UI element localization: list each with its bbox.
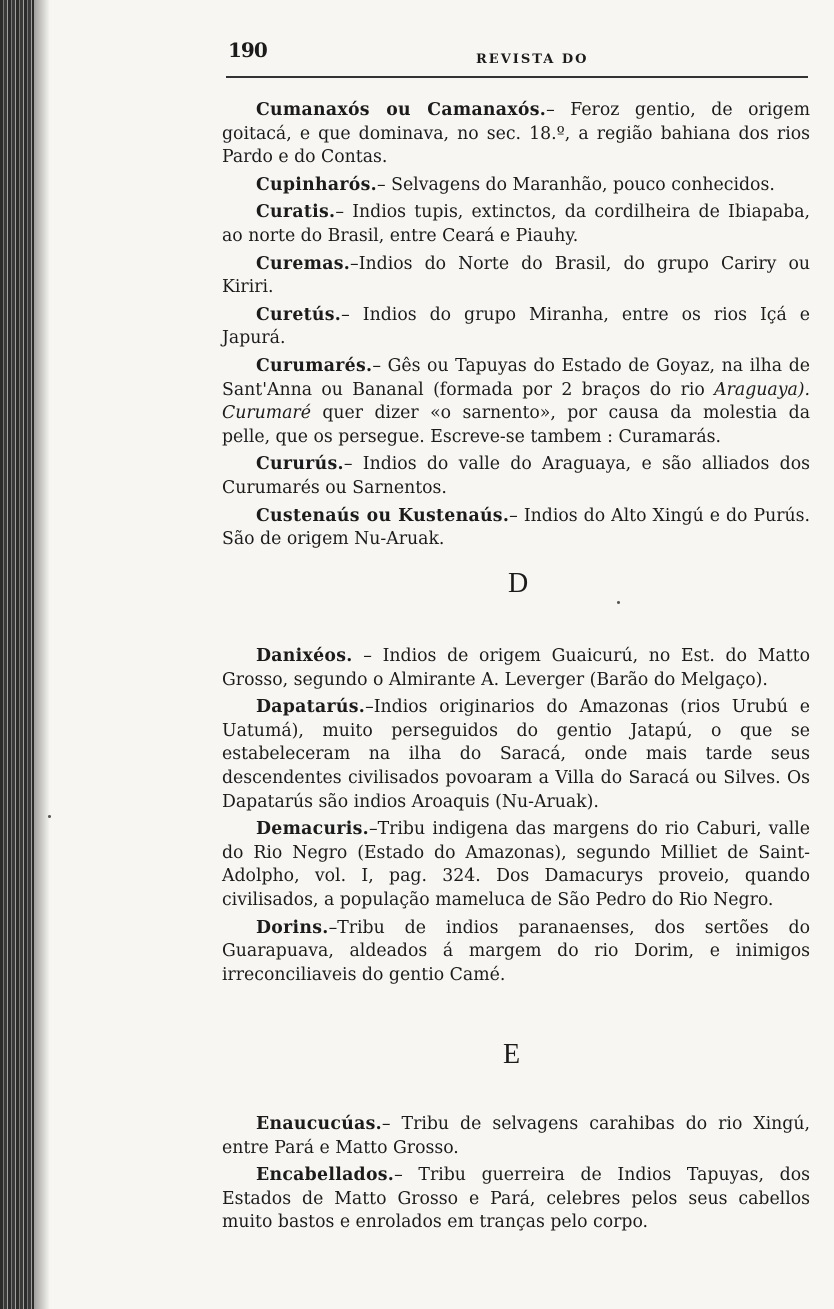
entry <box>222 505 810 552</box>
entry-text: – Indios do Alto Xingú e do Purús. São de origem Nu-Aruak. <box>222 505 810 550</box>
entry <box>222 645 810 692</box>
entry-text: – Feroz gentio, de origem goitacá, e que dominava, no sec. 18.º, a região bahiana dos rios Pardo e do Contas. <box>222 100 810 168</box>
entry-term: Demacuris. <box>256 819 369 840</box>
entry <box>222 355 810 449</box>
print-speck <box>48 815 51 818</box>
running-head: REVISTA DO <box>476 52 589 67</box>
entry-text: – Selvagens do Maranhão, pouco conhecidos. <box>376 174 775 195</box>
entry-text: –Indios do Norte do Brasil, do grupo Cariry ou Kiriri. <box>222 253 810 298</box>
entry-text: –Tribu de indios paranaenses, dos sertões do Guarapuava, aldeados á margem do rio Dorim, e inimigos irreconciliaveis do gentio Camé. <box>222 917 810 985</box>
entry <box>222 453 810 500</box>
entry-term: Curemas. <box>256 253 351 274</box>
print-speck <box>617 601 620 604</box>
entries-section-d <box>222 645 810 991</box>
entry-term: Cururús. <box>256 454 344 475</box>
entry-term: Encabellados. <box>256 1165 395 1186</box>
entry-term: Curatis. <box>256 202 336 223</box>
page-number: 190 <box>228 38 267 62</box>
entry <box>222 818 810 912</box>
entry-term: Dorins. <box>256 917 329 938</box>
section-heading-e: E <box>503 1039 521 1070</box>
entry <box>222 1164 810 1235</box>
entry-text: – Tribu guerreira de Indios Tapuyas, dos Estados de Matto Grosso e Pará, celebres pelos seus cabellos muito bastos e enrolados em tranças pelo corpo. <box>222 1165 810 1233</box>
entry-text: – Indios do grupo Miranha, entre os rios Içá e Japurá. <box>222 304 810 349</box>
entry <box>222 917 810 988</box>
entry <box>222 304 810 351</box>
entry-text: –Tribu indigena das margens do rio Caburi, valle do Rio Negro (Estado do Amazonas), segundo Milliet de Saint-Adolpho, vol. I, pag. 324. Dos Damacurys proveio, quando civilisados, a população mameluca de São Pedro do Rio Negro. <box>222 819 810 910</box>
entry <box>222 253 810 300</box>
entry-text-italic: Araguaya). Curumaré <box>222 379 810 424</box>
entry-text: –Indios originarios do Amazonas (rios Urubú e Uatumá), muito perseguidos do gentio Jatapú, o que se estabeleceram na ilha do Saracá, onde mais tarde seus descendentes civilisados povoaram a Villa do Saracá ou Silves. Os Dapatarús são indios Aroaquis (Nu-Aruak). <box>222 697 810 812</box>
entries-section-e <box>222 1113 810 1239</box>
entry-term: Curumarés. <box>256 355 373 376</box>
entry-text: – Indios de origem Guaicurú, no Est. do Matto Grosso, segundo o Almirante A. Leverger (Barão do Melgaço). <box>222 646 810 690</box>
binding-shadow <box>34 0 50 1309</box>
header-rule <box>226 76 808 78</box>
entry-term: Custenaús ou Kustenaús. <box>256 505 510 526</box>
book-binding-edge <box>0 0 34 1309</box>
entry-text: – Indios do valle do Araguaya, e são alliados dos Curumarés ou Sarnentos. <box>222 454 810 498</box>
entry <box>222 696 810 814</box>
entry-term: Cumanaxós ou Camanaxós. <box>256 100 547 120</box>
entry <box>222 174 810 198</box>
entry <box>222 201 810 248</box>
entry-term: Cupinharós. <box>256 174 377 195</box>
entry-term: Dapatarús. <box>256 697 366 718</box>
entry-term: Danixéos. <box>256 646 353 666</box>
entry-text: – Gês ou Tapuyas do Estado de Goyaz, na ilha de Sant'Anna ou Bananal (formada por 2 braços do rio <box>222 355 810 400</box>
entries-section-c <box>222 99 810 556</box>
entry-text: – Tribu de selvagens carahibas do rio Xingú, entre Pará e Matto Grosso. <box>222 1114 810 1158</box>
entry-text: quer dizer «o sarnento», por causa da molestia da pelle, que os persegue. Escreve-se tambem : Curamarás. <box>222 403 810 447</box>
entry-term: Enaucucúas. <box>256 1114 382 1134</box>
entry-text: – Indios tupis, extinctos, da cordilheira de Ibiapaba, ao norte do Brasil, entre Ceará e Piauhy. <box>222 202 810 246</box>
entry <box>222 99 810 170</box>
entry-term: Curetús. <box>256 304 342 325</box>
entry <box>222 1113 810 1160</box>
section-heading-d: D <box>508 568 529 599</box>
